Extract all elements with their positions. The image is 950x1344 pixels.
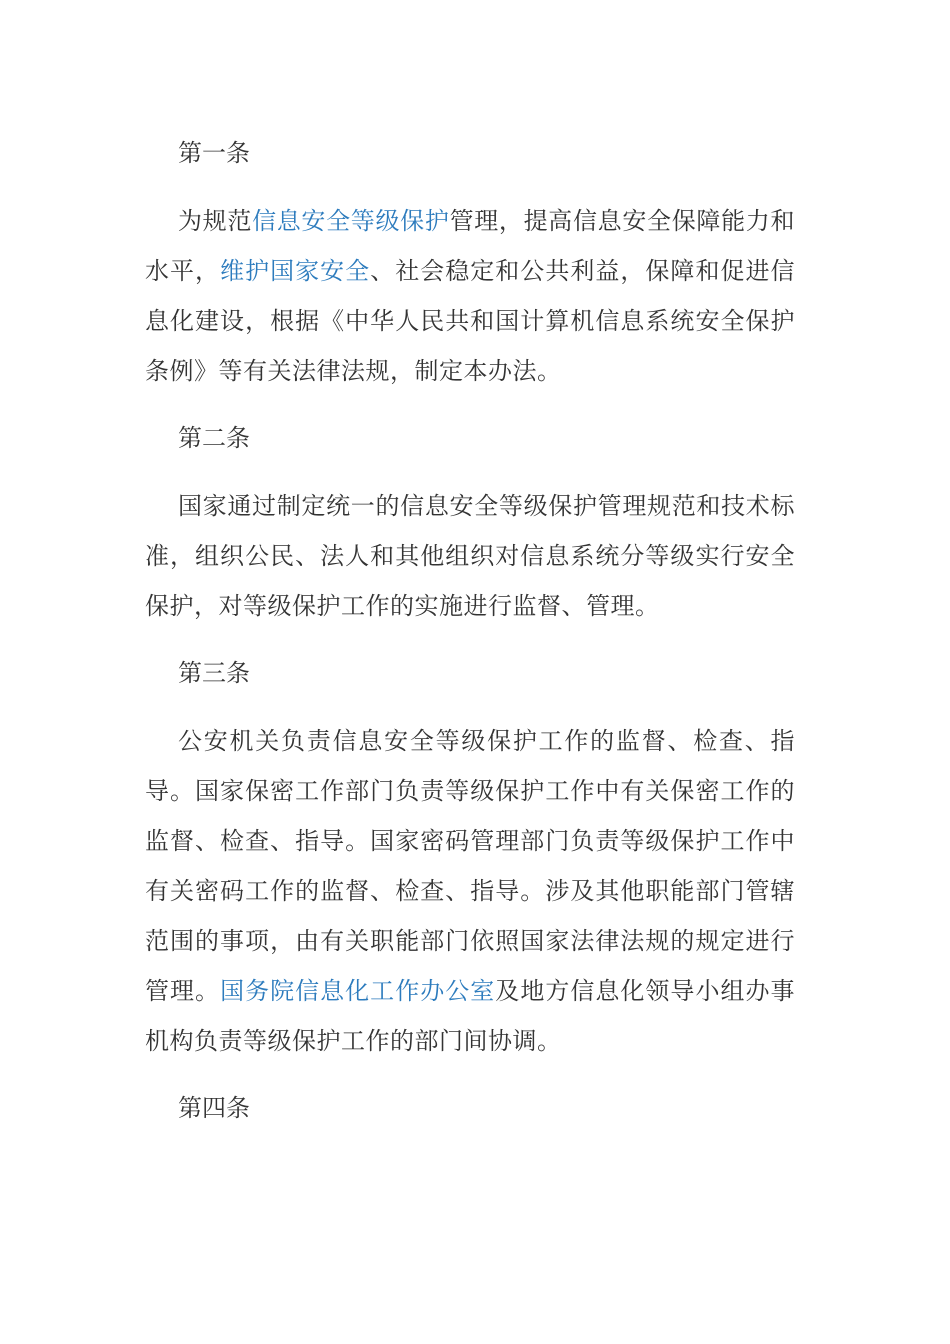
article-1-body xyxy=(145,196,795,396)
document-page xyxy=(145,128,795,1133)
article-1-text-3: 、社会稳定和公共利益，保障和促进信息化建设，根据《中华人民共和国计算机信息系统安全保护条例》等有关法律法规，制定本办法。 xyxy=(145,257,796,385)
article-3-title: 第三条 xyxy=(178,659,250,687)
article-2-title: 第二条 xyxy=(178,424,250,452)
link-info-security-level-protection[interactable]: 信息安全等级保护 xyxy=(252,207,450,235)
article-4-title: 第四条 xyxy=(178,1094,250,1122)
article-2-body xyxy=(145,481,795,631)
article-2-text-1: 国家通过制定统一的信息安全等级保护管理规范和技术标准，组织公民、法人和其他组织对信息系统分等级实行安全保护，对等级保护工作的实施进行监督、管理。 xyxy=(145,492,795,620)
article-1-text-1: 为规范 xyxy=(178,207,253,235)
link-state-council-informatization-office[interactable]: 国务院信息化工作办公室 xyxy=(220,977,496,1005)
article-3-text-1: 公安机关负责信息安全等级保护工作的监督、检查、指导。国家保密工作部门负责等级保护工作中有关保密工作的监督、检查、指导。国家密码管理部门负责等级保护工作中有关密码工作的监督、检查、指导。涉及其他职能部门管辖范围的事项，由有关职能部门依照国家法律法规的规定进行管理。 xyxy=(145,727,795,1005)
link-national-security[interactable]: 维护国家安全 xyxy=(220,257,371,285)
article-1-text-2: 管理，提高信息安全保障能力和水平， xyxy=(145,207,795,285)
article-3-body xyxy=(145,716,795,1066)
article-3-text-2: 及地方信息化领导小组办事机构负责等级保护工作的部门间协调。 xyxy=(145,977,796,1055)
article-1-title: 第一条 xyxy=(178,139,250,167)
